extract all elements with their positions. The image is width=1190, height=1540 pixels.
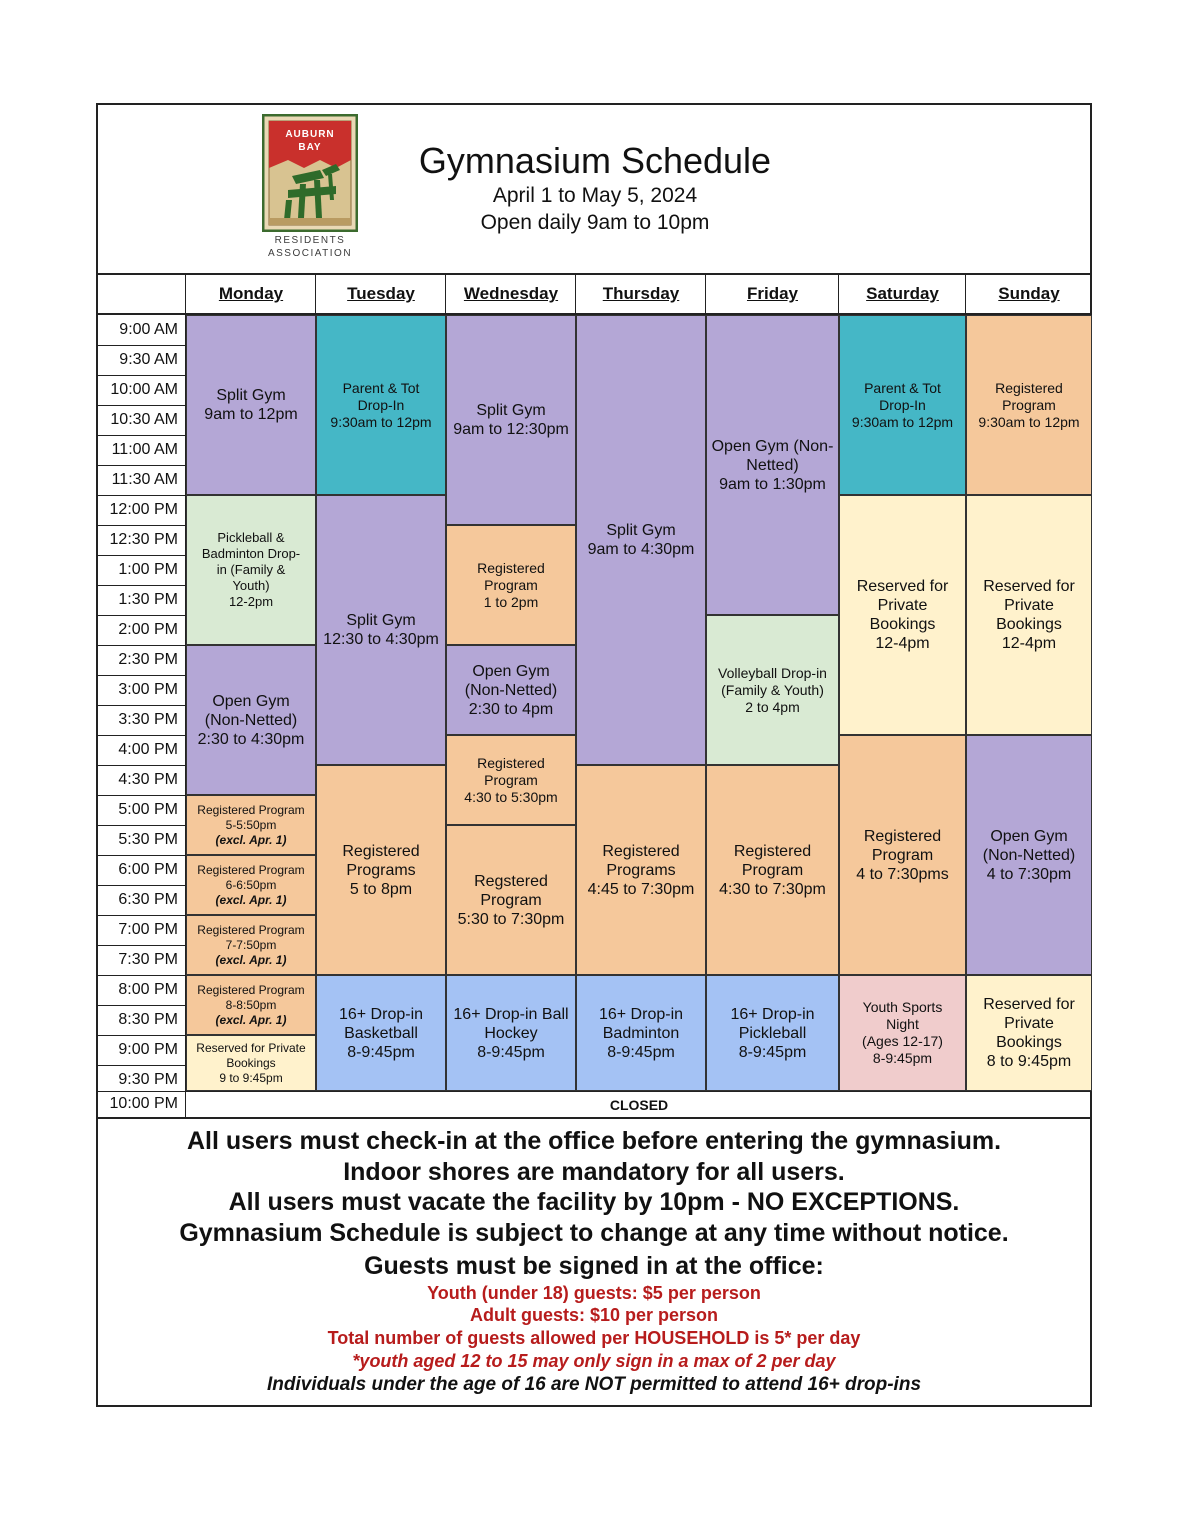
time-label: 8:30 PM	[118, 1011, 178, 1028]
time-label: 6:00 PM	[118, 861, 178, 878]
event-friday-registered-program: Registered Program 4:30 to 7:30pm	[706, 765, 839, 975]
time-label: 4:00 PM	[118, 741, 178, 758]
grid-line	[96, 495, 186, 496]
grid-line	[96, 765, 186, 766]
grid-line	[96, 645, 186, 646]
event-friday-open-gym: Open Gym (Non- Netted) 9am to 1:30pm	[706, 315, 839, 615]
time-label: 11:00 AM	[111, 441, 178, 458]
event-tuesday-basketball: 16+ Drop-in Basketball 8-9:45pm	[316, 975, 446, 1091]
event-monday-registered-6pm: Registered Program 6-6:50pm (excl. Apr. 1)	[186, 855, 316, 915]
event-monday-registered-5pm: Registered Program 5-5:50pm (excl. Apr. 1)	[186, 795, 316, 855]
event-thursday-badminton: 16+ Drop-in Badminton 8-9:45pm	[576, 975, 706, 1091]
event-wednesday-registered-430pm: Registered Program 4:30 to 5:30pm	[446, 735, 576, 825]
grid-line	[96, 855, 186, 856]
rule-guests: Guests must be signed in at the office:	[364, 1252, 824, 1280]
logo-top-text-2: BAY	[298, 142, 322, 153]
grid-line	[96, 435, 186, 436]
event-monday-split-gym: Split Gym 9am to 12pm	[186, 315, 316, 495]
grid-line	[96, 885, 186, 886]
event-monday-private-bookings: Reserved for Private Bookings 9 to 9:45pm	[186, 1035, 316, 1091]
grid-line	[96, 1035, 186, 1036]
grid-line	[96, 795, 186, 796]
grid-line	[96, 405, 186, 406]
grid-line	[96, 615, 186, 616]
grid-line	[96, 1091, 1092, 1092]
date-range: April 1 to May 5, 2024	[492, 184, 698, 207]
event-sunday-private-bookings-evening: Reserved for Private Bookings 8 to 9:45pm	[966, 975, 1092, 1091]
time-label: 5:30 PM	[118, 831, 178, 848]
page-title: Gymnasium Schedule	[418, 140, 772, 181]
event-monday-registered-7pm: Registered Program 7-7:50pm (excl. Apr. 1)	[186, 915, 316, 975]
event-friday-volleyball: Volleyball Drop-in (Family & Youth) 2 to 4pm	[706, 615, 839, 765]
grid-line	[838, 275, 839, 313]
grid-line	[96, 555, 186, 556]
event-sunday-registered-program: Registered Program 9:30am to 12pm	[966, 315, 1092, 495]
logo-top-text-1: AUBURN	[285, 129, 335, 140]
day-header-wednesday: Wednesday	[463, 284, 559, 303]
day-header-saturday: Saturday	[866, 284, 939, 303]
time-label: 9:00 AM	[119, 321, 178, 338]
grid-line	[96, 735, 186, 736]
event-sunday-open-gym: Open Gym (Non-Netted) 4 to 7:30pm	[966, 735, 1092, 975]
logo-sub-text-2: ASSOCIATION	[267, 248, 353, 259]
logo-emblem	[262, 114, 358, 232]
time-label: 8:00 PM	[118, 981, 178, 998]
rule-vacate: All users must vacate the facility by 10pm - NO EXCEPTIONS.	[228, 1188, 960, 1216]
grid-line	[315, 275, 316, 313]
time-label: 2:00 PM	[118, 621, 178, 638]
event-monday-registered-8pm: Registered Program 8-8:50pm (excl. Apr. 1)	[186, 975, 316, 1035]
grid-line	[445, 275, 446, 313]
time-label: 7:00 PM	[118, 921, 178, 938]
time-label: 3:30 PM	[118, 711, 178, 728]
event-wednesday-registered-1pm: Registered Program 1 to 2pm	[446, 525, 576, 645]
event-wednesday-split-gym: Split Gym 9am to 12:30pm	[446, 315, 576, 525]
day-header-tuesday: Tuesday	[347, 284, 415, 303]
grid-line	[96, 945, 186, 946]
time-label: 6:30 PM	[118, 891, 178, 908]
event-monday-open-gym: Open Gym (Non-Netted) 2:30 to 4:30pm	[186, 645, 316, 795]
grid-line	[96, 1117, 1092, 1119]
grid-line	[965, 275, 966, 313]
event-saturday-private-bookings: Reserved for Private Bookings 12-4pm	[839, 495, 966, 735]
grid-line	[96, 705, 186, 706]
time-label: 4:30 PM	[118, 771, 178, 788]
day-header-thursday: Thursday	[602, 284, 680, 303]
event-saturday-youth-sports-night: Youth Sports Night (Ages 12-17) 8-9:45pm	[839, 975, 966, 1091]
time-label: 7:30 PM	[118, 951, 178, 968]
event-saturday-registered-program: Registered Program 4 to 7:30pms	[839, 735, 966, 975]
time-label: 5:00 PM	[118, 801, 178, 818]
rule-indoor-shoes: Indoor shores are mandatory for all users.	[343, 1157, 845, 1186]
time-label: 12:00 PM	[109, 501, 178, 518]
event-friday-pickleball: 16+ Drop-in Pickleball 8-9:45pm	[706, 975, 839, 1091]
event-thursday-registered-programs: Registered Programs 4:45 to 7:30pm	[576, 765, 706, 975]
event-thursday-split-gym: Split Gym 9am to 4:30pm	[576, 315, 706, 765]
time-label: 11:30 AM	[111, 471, 178, 488]
event-wednesday-registered-530pm: Regstered Program 5:30 to 7:30pm	[446, 825, 576, 975]
time-label: 10:00 AM	[110, 381, 178, 398]
time-label: 12:30 PM	[109, 531, 178, 548]
event-tuesday-parent-tot: Parent & Tot Drop-In 9:30am to 12pm	[316, 315, 446, 495]
schedule-grid	[96, 275, 1092, 1117]
event-saturday-parent-tot: Parent & Tot Drop-In 9:30am to 12pm	[839, 315, 966, 495]
grid-line	[705, 275, 706, 313]
rule-check-in: All users must check-in at the office before entering the gymnasium.	[186, 1127, 1002, 1155]
fee-adult: Adult guests: $10 per person	[469, 1305, 719, 1325]
day-header-sunday: Sunday	[998, 284, 1060, 303]
fee-youth: Youth (under 18) guests: $5 per person	[427, 1282, 761, 1303]
grid-line	[96, 825, 186, 826]
auburn-bay-logo	[262, 114, 358, 262]
rule-schedule-change: Gymnasium Schedule is subject to change at any time without notice.	[179, 1218, 1009, 1247]
grid-line	[96, 375, 186, 376]
time-label: 10:00 PM	[109, 1095, 178, 1112]
title-block	[380, 140, 810, 236]
event-monday-pickleball-badminton: Pickleball & Badminton Drop- in (Family & Youth) 12-2pm	[186, 495, 316, 645]
event-sunday-private-bookings: Reserved for Private Bookings 12-4pm	[966, 495, 1092, 735]
day-header-friday: Friday	[746, 284, 799, 303]
grid-line	[96, 1005, 186, 1006]
logo-sub-text-1: RESIDENTS	[274, 235, 346, 246]
grid-line	[96, 465, 186, 466]
grid-line	[96, 675, 186, 676]
footer-notes	[96, 1126, 1092, 1397]
event-wednesday-ball-hockey: 16+ Drop-in Ball Hockey 8-9:45pm	[446, 975, 576, 1091]
open-hours: Open daily 9am to 10pm	[480, 211, 710, 234]
event-tuesday-registered-programs: Registered Programs 5 to 8pm	[316, 765, 446, 975]
grid-line	[96, 585, 186, 586]
grid-line	[575, 275, 576, 313]
time-label: 3:00 PM	[118, 681, 178, 698]
time-label: 9:30 PM	[118, 1071, 178, 1088]
time-label: 9:00 PM	[118, 1041, 178, 1058]
grid-line	[96, 915, 186, 916]
guest-limit: Total number of guests allowed per HOUSEHOLD is 5* per day	[327, 1327, 861, 1348]
age-note: Individuals under the age of 16 are NOT permitted to attend 16+ drop-ins	[266, 1374, 922, 1395]
time-label: 9:30 AM	[119, 351, 178, 368]
closed-label: CLOSED	[609, 1097, 669, 1113]
time-label: 2:30 PM	[118, 651, 178, 668]
grid-line	[96, 525, 186, 526]
time-label: 1:00 PM	[118, 561, 178, 578]
youth-note: *youth aged 12 to 15 may only sign in a max of 2 per day	[352, 1351, 836, 1371]
event-wednesday-open-gym: Open Gym (Non-Netted) 2:30 to 4pm	[446, 645, 576, 735]
day-header-monday: Monday	[218, 284, 284, 303]
event-tuesday-split-gym: Split Gym 12:30 to 4:30pm	[316, 495, 446, 765]
grid-line	[96, 345, 186, 346]
grid-line	[96, 975, 186, 976]
time-label: 10:30 AM	[110, 411, 178, 428]
time-label: 1:30 PM	[118, 591, 178, 608]
grid-line	[96, 1065, 186, 1066]
